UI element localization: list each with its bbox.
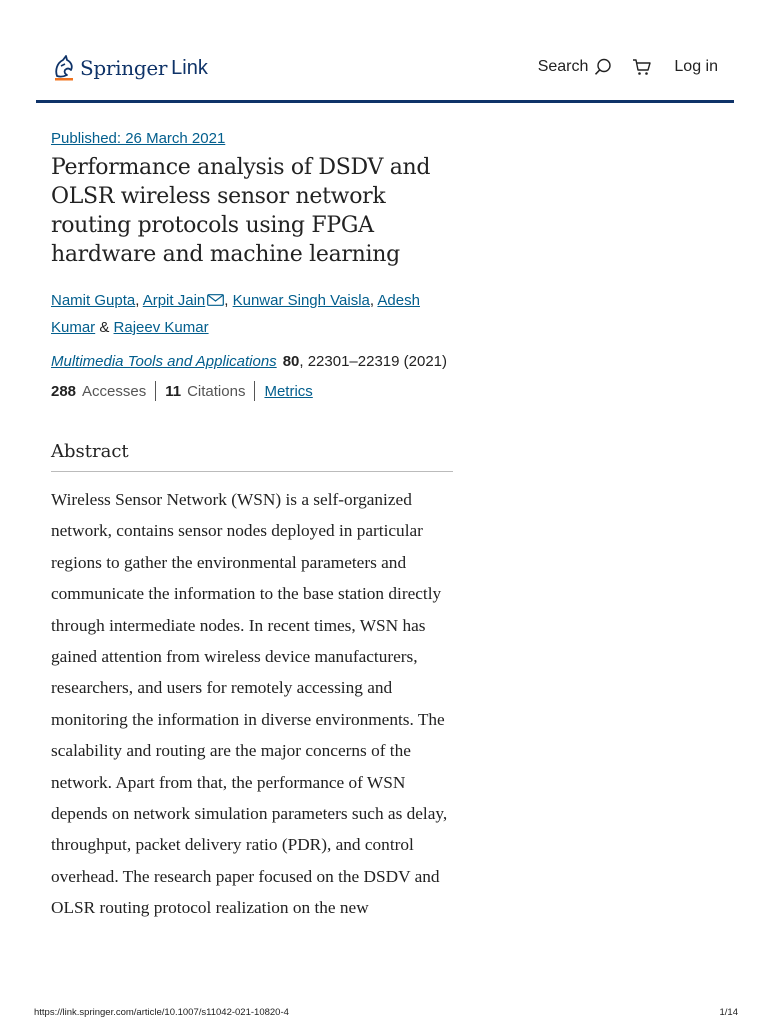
search-button[interactable]	[538, 58, 613, 76]
cart-icon	[632, 58, 652, 76]
springer-link-logo[interactable]	[52, 54, 208, 82]
author-separator: ,	[224, 292, 233, 309]
article-main	[51, 130, 453, 924]
author-separator: &	[95, 319, 114, 336]
print-url: https://link.springer.com/article/10.1007/s11042-021-10820-4	[34, 1007, 289, 1018]
article-metrics	[51, 381, 453, 401]
metrics-divider	[254, 381, 255, 401]
author-link[interactable]: Arpit Jain	[142, 292, 206, 309]
author-link[interactable]: Rajeev Kumar	[113, 319, 209, 336]
author-link[interactable]: Kunwar Singh Vaisla	[232, 292, 370, 309]
metrics-divider	[155, 381, 156, 401]
print-page-number: 1/14	[719, 1007, 738, 1018]
article-title: Performance analysis of DSDV and OLSR wireless sensor network routing protocols using FPGA hardware and machine learning	[51, 155, 431, 267]
mail-icon[interactable]	[207, 294, 224, 306]
brand-main: Springer	[80, 56, 168, 80]
journal-citation	[51, 351, 453, 373]
springer-horse-icon	[52, 54, 76, 82]
login-link[interactable]: Log in	[674, 58, 718, 75]
header-nav	[538, 58, 718, 76]
author-separator: ,	[135, 292, 143, 309]
search-label: Search	[537, 58, 589, 75]
site-header	[36, 48, 734, 103]
journal-pages: , 22301–22319 (2021)	[299, 353, 448, 370]
author-list	[51, 287, 453, 341]
published-date-link[interactable]: Published: 26 March 2021	[51, 130, 226, 147]
journal-link[interactable]: Multimedia Tools and Applications	[51, 353, 277, 370]
brand-sub: Link	[171, 56, 208, 79]
author-separator: ,	[369, 292, 378, 309]
citations-count: 11	[165, 382, 182, 400]
cart-button[interactable]	[632, 58, 652, 76]
author-link[interactable]: Adesh Kumar	[51, 292, 420, 336]
accesses-label: Accesses	[82, 382, 147, 400]
journal-volume: 80	[282, 353, 300, 370]
metrics-link[interactable]: Metrics	[264, 382, 313, 400]
abstract-heading: Abstract	[51, 441, 453, 472]
search-icon	[594, 58, 612, 76]
author-link[interactable]: Namit Gupta	[51, 292, 136, 309]
citations-label: Citations	[187, 382, 246, 400]
accesses-count: 288	[51, 382, 77, 400]
abstract-text: Wireless Sensor Network (WSN) is a self-organized network, contains sensor nodes deployed in particular regions to gather the environmental parameters and communicate the information to the base station directly through intermediate nodes. In recent times, WSN has gained attention from wireless device manufacturers, researchers, and users for remotely accessing and monitoring the information in diverse environments. The scalability and routing are the major concerns of the network. Apart from that, the performance of WSN depends on network simulation parameters such as delay, throughput, packet delivery ratio (PDR), and control overhead. The research paper focused on the DSDV and OLSR routing protocol realization on the new	[51, 490, 448, 918]
